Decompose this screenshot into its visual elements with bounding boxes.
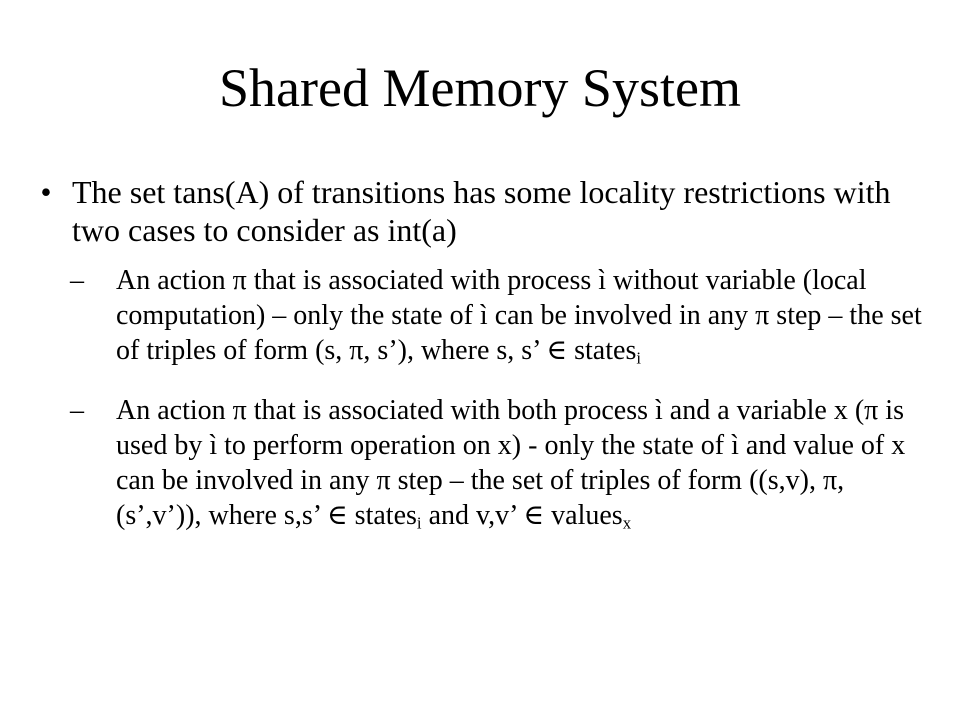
bullet-text: The set tans(A) of transitions has some locality restrictions with two cases to consider as int(a)	[72, 174, 891, 248]
sub-bullet-variable-operation	[70, 393, 924, 533]
bullet-marker: •	[40, 174, 52, 210]
sub-bullet-text: An action π that is associated with process ì without variable (local computation) – only the state of ì can be involved in any π step – the set of triples of form (s, π, s’), where s, s’ ∈ states	[116, 265, 922, 366]
dash-marker: –	[70, 395, 84, 426]
subscript: i	[636, 348, 642, 368]
sub-bullet-local-computation	[70, 263, 924, 368]
sub-bullet-text-continued: and v,v’ ∈ values	[421, 500, 623, 531]
sub-bullet-text: An action π that is associated with both process ì and a variable x (π is used by ì to perform operation on x) - only the state of ì and value of x can be involved in any π step – the set of triples of form ((s,v), π, (s’,v’)), where s,s’ ∈ states	[116, 395, 906, 531]
bullet-item	[40, 173, 932, 249]
subscript: i	[416, 513, 422, 533]
dash-marker: –	[70, 265, 84, 296]
subscript: x	[622, 513, 632, 533]
slide-title: Shared Memory System	[219, 58, 741, 118]
